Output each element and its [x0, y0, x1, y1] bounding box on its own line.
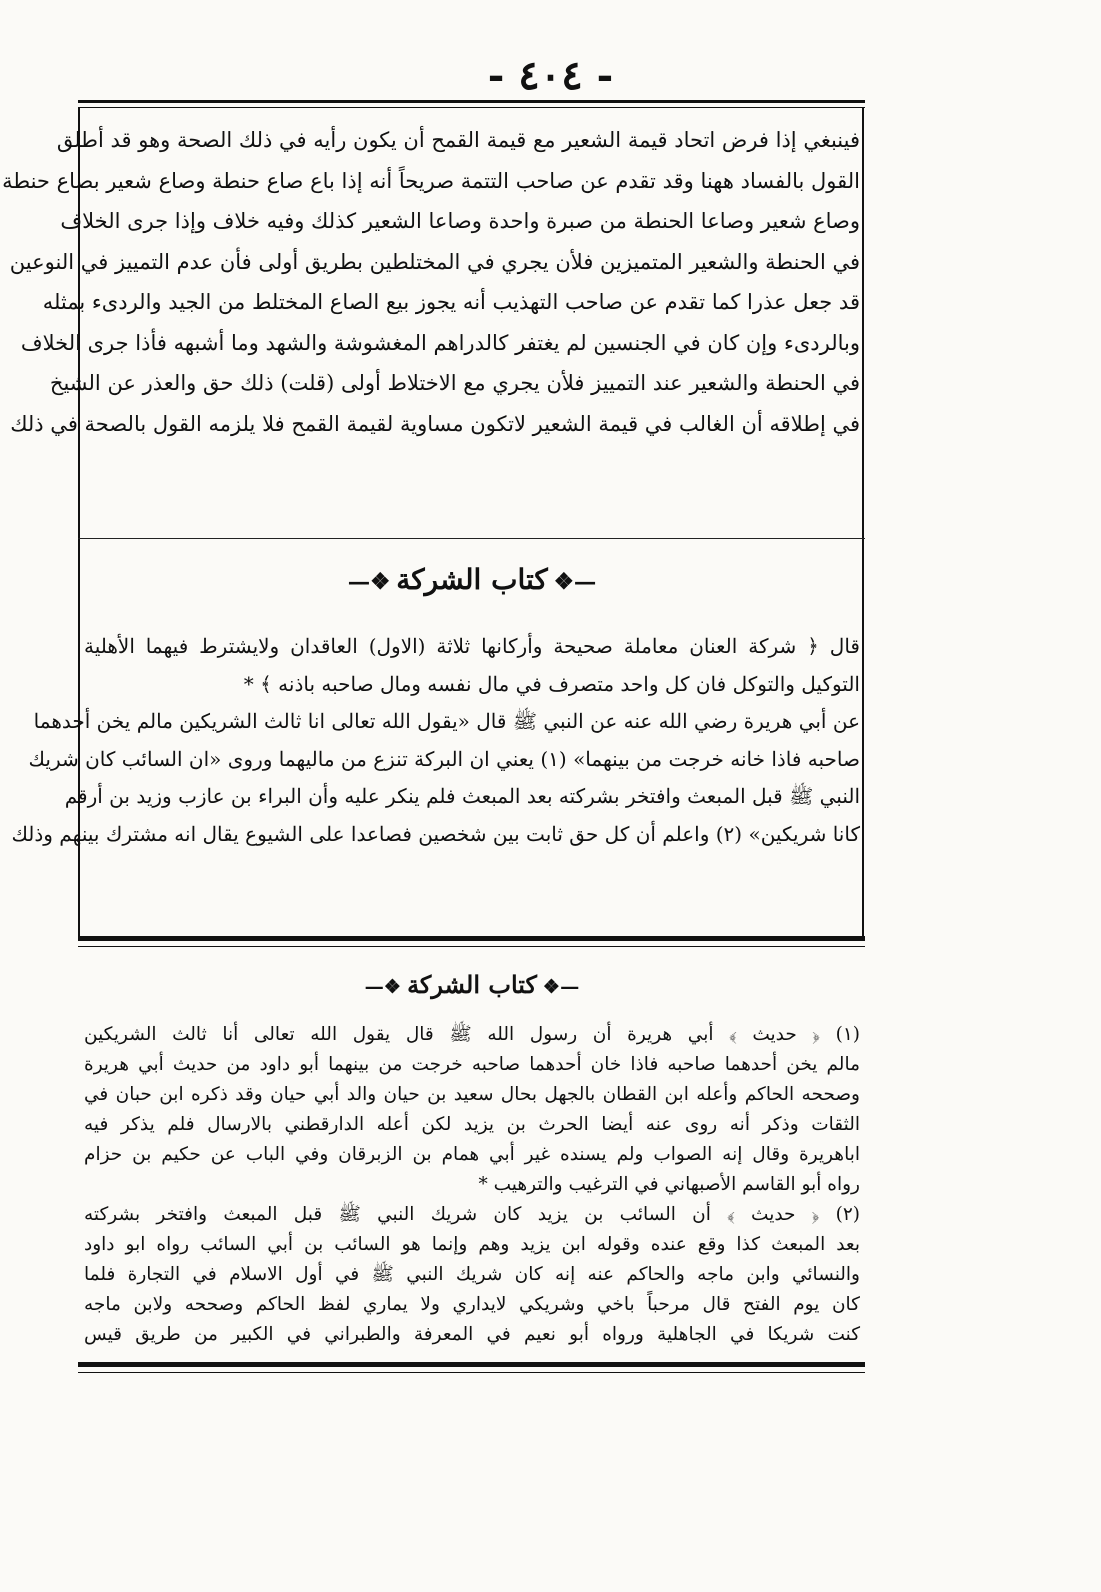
text-line: التوكيل والتوكل فان كل واحد متصرف في مال نفسه ومال صاحبه باذنه ﴾ * [243, 671, 860, 696]
text-line: عن أبي هريرة رضي الله عنه عن النبي ﷺ قال «يقول الله تعالى انا ثالث الشريكين مالم يخن أحدهما [33, 709, 860, 733]
footnote-line: رواه أبو القاسم الأصبهاني في الترغيب والترهيب * [478, 1174, 860, 1195]
footnote-line: مالم يخن أحدهما صاحبه فاذا خان أحدهما صاحبه خرجت من بينهما أبو داود من حديث أبي هريرة [84, 1054, 860, 1075]
footnote-line: وصححه الحاكم وأعله ابن القطان بالجهل بحال سعيد بن حيان والد أبي حيان وقد ذكره ابن حبان في [84, 1084, 860, 1105]
text-line: وصاع شعير وصاعا الحنطة من صبرة واحدة وصاعا الشعير كذلك وفيه خلاف وإذا جرى الخلاف [60, 209, 860, 233]
section-divider [78, 538, 865, 539]
text-line: في الحنطة والشعير عند التمييز فلأن يجري مع الاختلاط أولى (قلت) ذلك حق والعذر عن الشيخ [49, 371, 860, 395]
footnote-line: بعد المبعث كذا وقع عنده وقوله ابن يزيد وهم وإنما هو السائب بن أبي السائب رواه ابو داود [84, 1234, 860, 1255]
footnote-line: (٢) ﴿ حديث ﴾ أن السائب بن يزيد كان شريك النبي ﷺ قبل المبعث وافتخر بشركته [84, 1204, 860, 1225]
footnote-line: والنسائي وابن ماجه والحاكم عنه إنه كان شريك النبي ﷺ في أول الاسلام في التجارة فلما [84, 1264, 860, 1285]
footnote-line: كان يوم الفتح قال مرحباً باخي وشريكي لايداري ولا يماري لفظ الحاكم وصححه ولابن ماجه [84, 1294, 860, 1315]
footnote-line: كنت شريكا في الجاهلية ورواه أبو نعيم في المعرفة والطبراني في الكبير من طريق قيس [84, 1324, 860, 1345]
page-number: - ٤٠٤ - [487, 52, 614, 99]
footnote-heading: —❖كتاب الشركة❖— [364, 970, 580, 999]
text-line: فينبغي إذا فرض اتحاد قيمة الشعير مع قيمة القمح أن يكون رأيه في ذلك الصحة وهو قد أطلق [56, 128, 860, 152]
text-line: كانا شريكين» (٢) واعلم أن كل حق ثابت بين شخصين فصاعدا على الشيوع يقال انه مشترك بينهم وذلك [11, 821, 860, 846]
text-line: في إطلاقه أن الغالب في قيمة الشعير لاتكون مساوية لقيمة القمح فلا يلزمه القول بالصحة في ذلك [10, 411, 860, 436]
ornament-icon: —❖ [542, 975, 580, 998]
bottom-double-rule [78, 1362, 865, 1373]
footnote-separator-rule [78, 936, 865, 947]
ornament-icon: ❖— [364, 975, 402, 998]
text-line: قال ﴿ شركة العنان معاملة صحيحة وأركانها ثلاثة (الاول) العاقدان ولايشترط فيهما الأهلية [84, 634, 860, 658]
text-line: وبالردىء وإن كان في الجنسين لم يغتفر كالدراهم المغشوشة والشهد وما أشبهه فأذا جرى الخلاف [20, 330, 860, 355]
text-line: في الحنطة والشعير المتميزين فلأن يجري في المختلطين بطريق أولى فأن عدم التمييز في النوعين [9, 249, 860, 274]
ornament-icon: ❖— [347, 569, 391, 595]
main-text-section-1 [2, 120, 860, 444]
text-line: قد جعل عذرا كما تقدم عن صاحب التهذيب أنه يجوز بيع الصاع المختلط من الجيد والردىء بمثله [42, 290, 860, 314]
top-double-rule [78, 100, 865, 108]
right-border-line [862, 108, 864, 938]
chapter-heading: —❖كتاب الشركة❖— [347, 563, 597, 596]
footnote-line: اباهريرة وقال إنه الصواب ولم يسنده غير أبي همام بن الزبرقان وفي الباب عن حكيم بن حزام [84, 1144, 860, 1165]
ornament-icon: —❖ [553, 569, 597, 595]
text-line: القول بالفساد ههنا وقد تقدم عن صاحب التتمة صريحاً أنه إذا باع صاع حنطة وصاع شعير بصاع حنطة [2, 168, 860, 193]
footnote-line: (١) ﴿ حديث ﴾ أبي هريرة أن رسول الله ﷺ قال يقول الله تعالى أنا ثالث الشريكين [84, 1024, 860, 1045]
footnote-line: الثقات وذكر أنه روى عنه أيضا الحرث بن يزيد لكن أعله الدارقطني بالارسال فلم يذكر فيه [84, 1114, 860, 1135]
text-line: صاحبه فاذا خانه خرجت من بينهما» (١) يعني ان البركة تنزع من ماليهما وروى «ان السائب كان شريك [28, 746, 860, 771]
footnotes-section [84, 1020, 860, 1350]
main-text-section-2 [11, 628, 860, 853]
text-line: النبي ﷺ قبل المبعث وافتخر بشركته بعد المبعث فلم ينكر عليه وأن البراء بن عازب وزيد بن أرقم [64, 784, 860, 808]
